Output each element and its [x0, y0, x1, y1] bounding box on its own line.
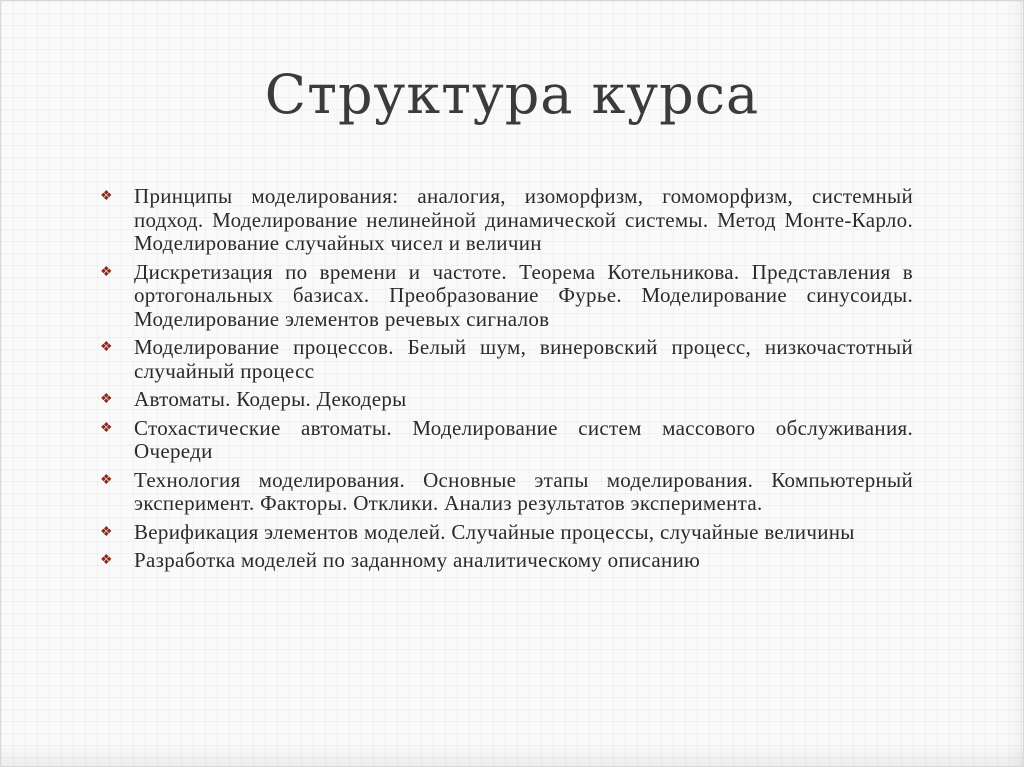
bullet-text: Технология моделирования. Основные этапы моделирования. Компьютерный эксперимент. Факторы. Отклики. Анализ результатов эксперимента. [134, 467, 913, 515]
bullet-text: Верификация элементов моделей. Случайные процессы, случайные величины [134, 519, 855, 544]
diamond-bullet-icon: ❖ [100, 264, 113, 280]
bullet-list [98, 185, 913, 578]
bullet-item [98, 549, 913, 573]
diamond-bullet-icon: ❖ [100, 189, 113, 204]
diamond-bullet-icon: ❖ [100, 524, 113, 540]
bullet-item [98, 185, 913, 256]
bullet-text: Принципы моделирования: аналогия, изоморфизм, гомоморфизм, системный подход. Моделирование нелинейной динамической системы. Метод Монте-Карло. Моделирование случайных чисел и величин [134, 184, 913, 255]
bullet-item [98, 417, 913, 464]
frame-shadow-right [1007, 1, 1023, 766]
bullet-item [98, 261, 913, 332]
bullet-item [98, 521, 913, 545]
diamond-bullet-icon: ❖ [100, 420, 113, 436]
diamond-bullet-icon: ❖ [100, 553, 113, 568]
bullet-text: Стохастические автоматы. Моделирование систем массового обслуживания. Очереди [134, 415, 913, 463]
bullet-text: Автоматы. Кодеры. Декодеры [134, 387, 407, 411]
diamond-bullet-icon: ❖ [100, 472, 113, 488]
bullet-text: Разработка моделей по заданному аналитическому описанию [134, 548, 701, 572]
bullet-item [98, 469, 913, 516]
bullet-item [98, 336, 913, 383]
bullet-text: Моделирование процессов. Белый шум, винеровский процесс, низкочастотный случайный процесс [134, 335, 913, 383]
diamond-bullet-icon: ❖ [100, 392, 113, 407]
slide-title: Структура курса [264, 63, 760, 126]
frame-shadow-bottom [1, 742, 1023, 766]
diamond-bullet-icon: ❖ [100, 340, 113, 355]
bullet-text: Дискретизация по времени и частоте. Теорема Котельникова. Представления в ортогональных базисах. Преобразование Фурье. Моделирование синусоиды. Моделирование элементов речевых сигналов [134, 259, 913, 331]
bullet-item [98, 388, 913, 412]
